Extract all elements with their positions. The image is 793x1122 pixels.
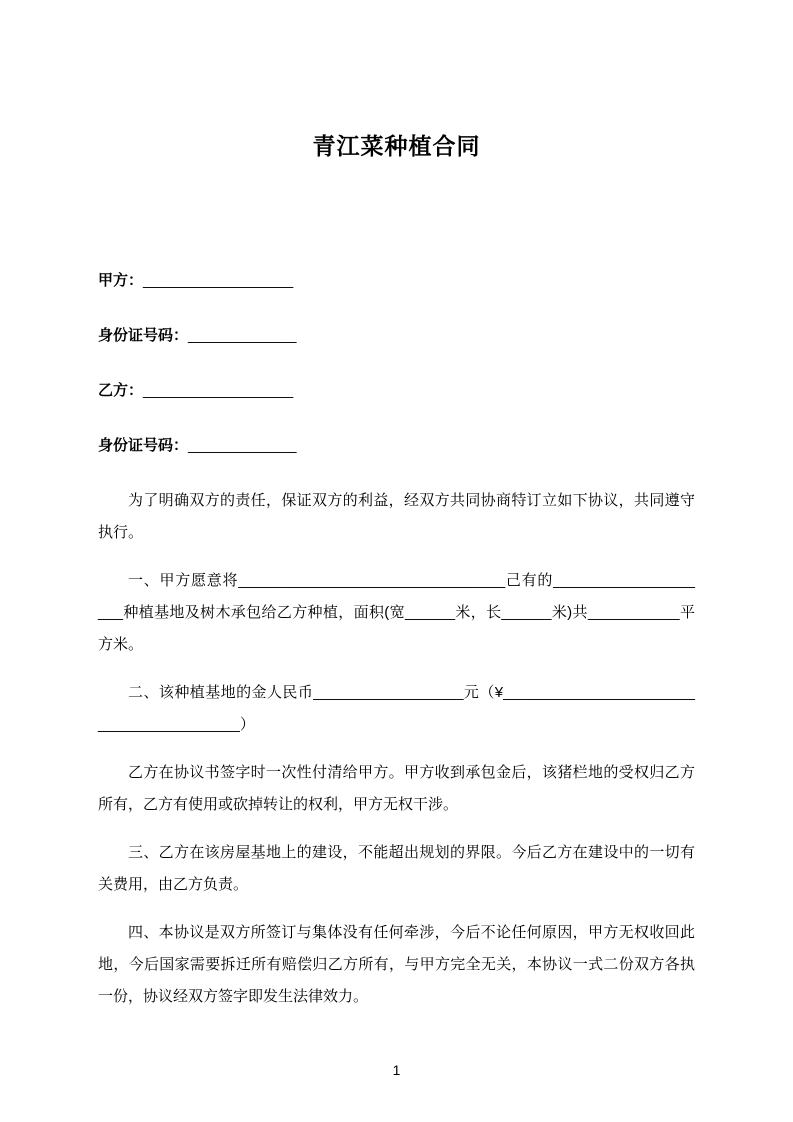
paragraph-payment-terms: 乙方在协议书签字时一次性付清给甲方。甲方收到承包金后，该猪栏地的受权归乙方所有，乙方有使用或砍掉转让的权利，甲方无权干涉。 (98, 764, 695, 813)
document-title: 青江菜种植合同 (312, 133, 481, 159)
field-party-a-blank-line: __________________ (143, 272, 294, 289)
paragraph-clause-3: 三、乙方在该房屋基地上的建设，不能超出规划的界限。今后乙方在建设中的一切有关费用，由乙方负责。 (98, 844, 695, 893)
field-id-number-a-blank-line: _____________ (188, 327, 297, 344)
field-id-number-b (98, 430, 695, 462)
field-id-number-a-label: 身份证号码： (98, 327, 189, 344)
field-party-b-blank-line: __________________ (143, 382, 294, 399)
page-number: 1 (392, 1062, 401, 1078)
field-id-number-b-blank-line: _____________ (188, 437, 297, 454)
paragraph-clause-2: 二、该种植基地的金人民币__________________元（¥________________________________________） (98, 684, 695, 733)
field-party-a-label: 甲方： (98, 272, 144, 289)
field-party-b-label: 乙方： (98, 382, 144, 399)
paragraph-clause-1: 一、甲方愿意将________________________________己有的____________________种植基地及树木承包给乙方种植，面积(宽______米，长______米)共___________平方米。 (98, 572, 695, 653)
field-party-b (98, 375, 695, 407)
field-party-a (98, 265, 695, 297)
fields-block (98, 265, 695, 462)
field-id-number-a (98, 320, 695, 352)
paragraph-intro: 为了明确双方的责任，保证双方的利益，经双方共同协商特订立如下协议，共同遵守执行。 (98, 492, 695, 541)
field-id-number-b-label: 身份证号码： (98, 437, 189, 454)
paragraph-clause-4: 四、本协议是双方所签订与集体没有任何牵涉，今后不论任何原因，甲方无权收回此地，今后国家需要拆迁所有赔偿归乙方所有，与甲方完全无关，本协议一式二份双方各执一份，协议经双方签字即发生法律效力。 (98, 924, 695, 1005)
